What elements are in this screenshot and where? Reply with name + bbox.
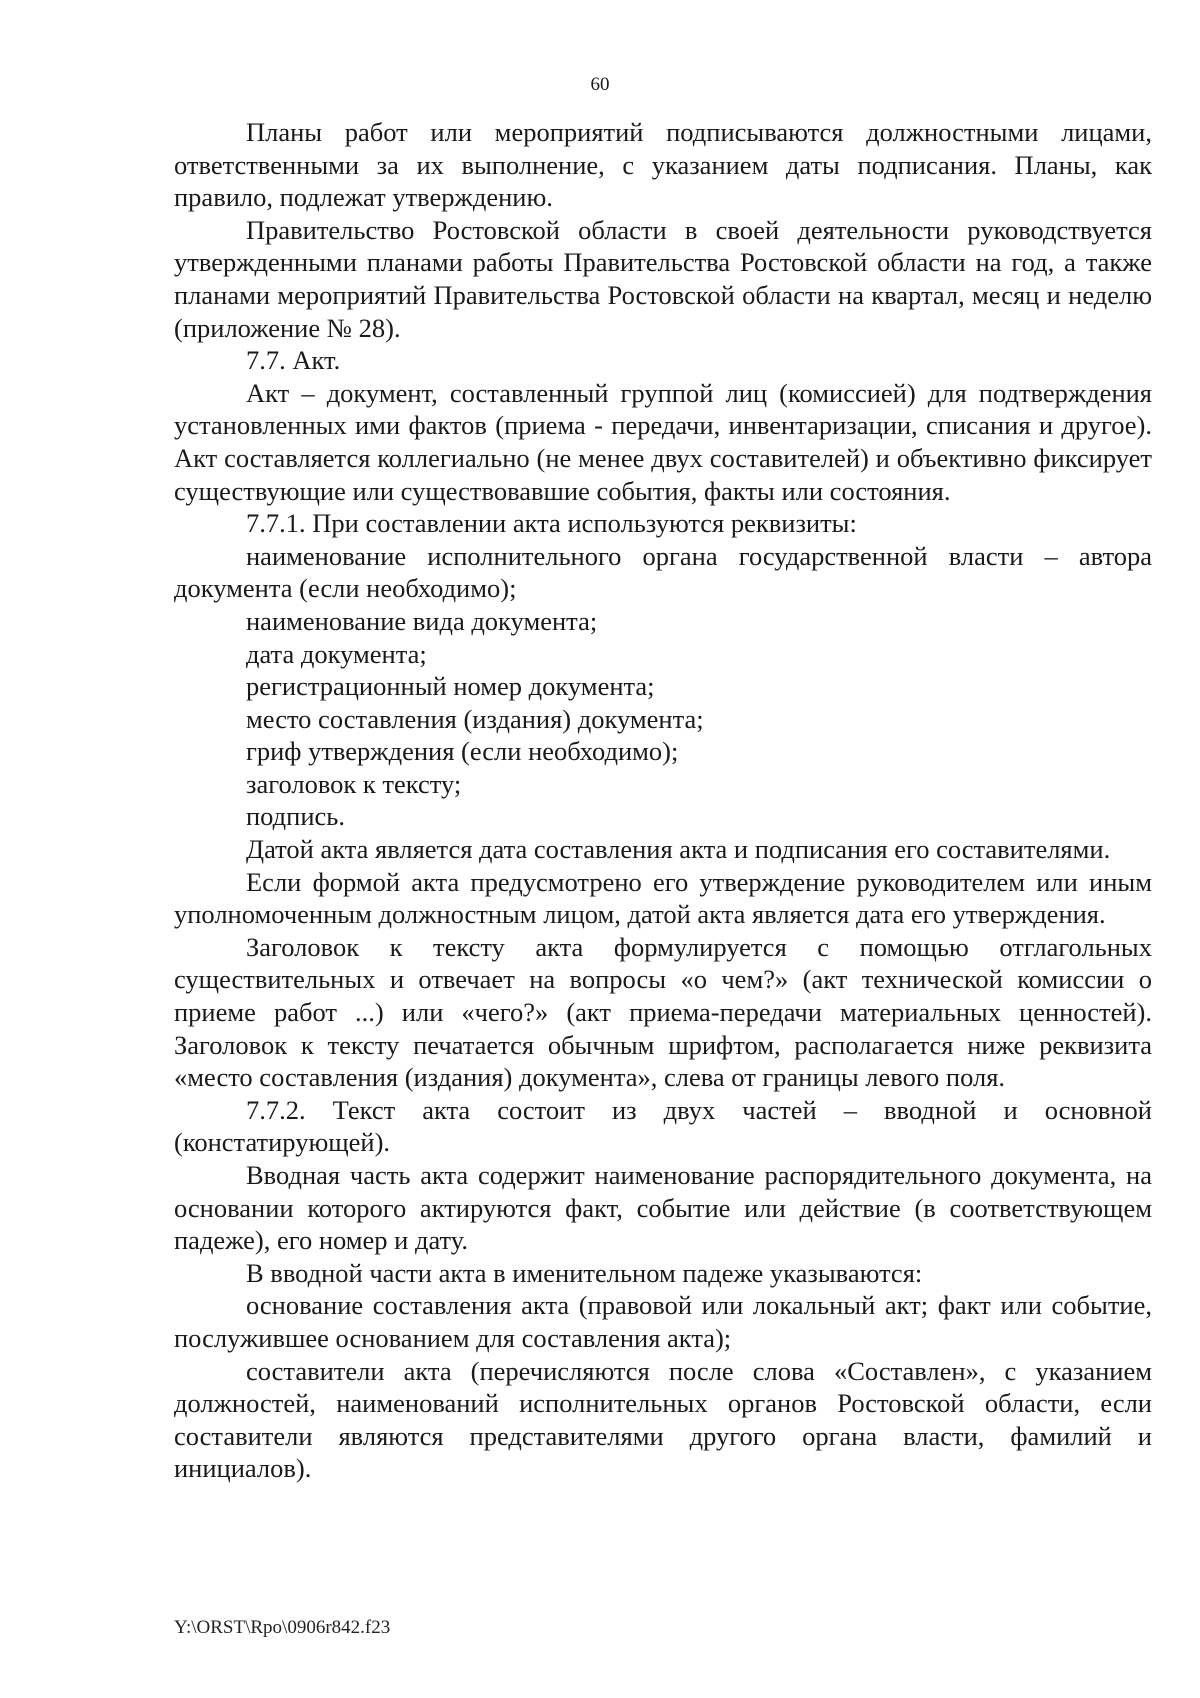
- paragraph: В вводной части акта в именительном падеже указываются:: [246, 1257, 923, 1288]
- subsection-heading: 7.7.1. При составлении акта используются реквизиты:: [246, 508, 857, 539]
- list-item: гриф утверждения (если необходимо);: [246, 736, 679, 767]
- list-item: заголовок к тексту;: [246, 768, 462, 799]
- paragraph: Правительство Ростовской области в своей деятельности руководствуется утвержденными планами работы Правительства Ростовской области на год, а также планами мероприятий Правительства Ростовской области на квартал, месяц и неделю (приложение № 28).: [174, 214, 1152, 343]
- paragraph: Планы работ или мероприятий подписываются должностными лицами, ответственными за их выполнение, с указанием даты подписания. Планы, как правило, подлежат утверждению.: [174, 117, 1152, 213]
- subsection-heading: 7.7.2. Текст акта состоит из двух частей – вводной и основной (констатирующей).: [174, 1094, 1152, 1158]
- paragraph: Датой акта является дата составления акта и подписания его составителями.: [246, 834, 1111, 865]
- section-heading: 7.7. Акт.: [246, 345, 341, 376]
- list-item: место составления (издания) документа;: [246, 703, 704, 734]
- footer-file-path: Y:\ORST\Rpo\0906r842.f23: [174, 1617, 391, 1638]
- list-item: регистрационный номер документа;: [246, 671, 655, 702]
- list-item: составители акта (перечисляются после слова «Составлен», с указанием должностей, наименований исполнительных органов Ростовской области, если составители являются представителями другого органа власти, фамилий и инициалов).: [174, 1355, 1152, 1484]
- list-item: наименование вида документа;: [246, 605, 598, 636]
- list-item: наименование исполнительного органа государственной власти – автора документа (если необходимо);: [174, 540, 1152, 604]
- paragraph: Если формой акта предусмотрено его утверждение руководителем или иным уполномоченным должностным лицом, датой акта является дата его утверждения.: [174, 866, 1152, 930]
- list-item: подпись.: [246, 801, 345, 832]
- list-item: дата документа;: [246, 638, 427, 669]
- paragraph: Вводная часть акта содержит наименование распорядительного документа, на основании которого актируются факт, событие или действие (в соответствующем падеже), его номер и дату.: [174, 1160, 1152, 1256]
- page-number: 60: [590, 74, 610, 95]
- paragraph: Заголовок к тексту акта формулируется с помощью отглагольных существительных и отвечает на вопросы «о чем?» (акт технической комиссии о приеме работ ...) или «чего?» (акт приема-передачи материальных ценностей). Заголовок к тексту печатается обычным шрифтом, располагается ниже реквизита «место составления (издания) документа», слева от границы левого поля.: [174, 931, 1152, 1093]
- list-item: основание составления акта (правовой или локальный акт; факт или событие, послужившее основанием для составления акта);: [174, 1290, 1152, 1353]
- paragraph: Акт – документ, составленный группой лиц (комиссией) для подтверждения установленных ими фактов (приема - передачи, инвентаризации, списания и другое). Акт составляется коллегиально (не менее двух составителей) и объективно фиксирует существующие или существовавшие события, факты или состояния.: [174, 377, 1152, 506]
- document-body: [174, 116, 1152, 1485]
